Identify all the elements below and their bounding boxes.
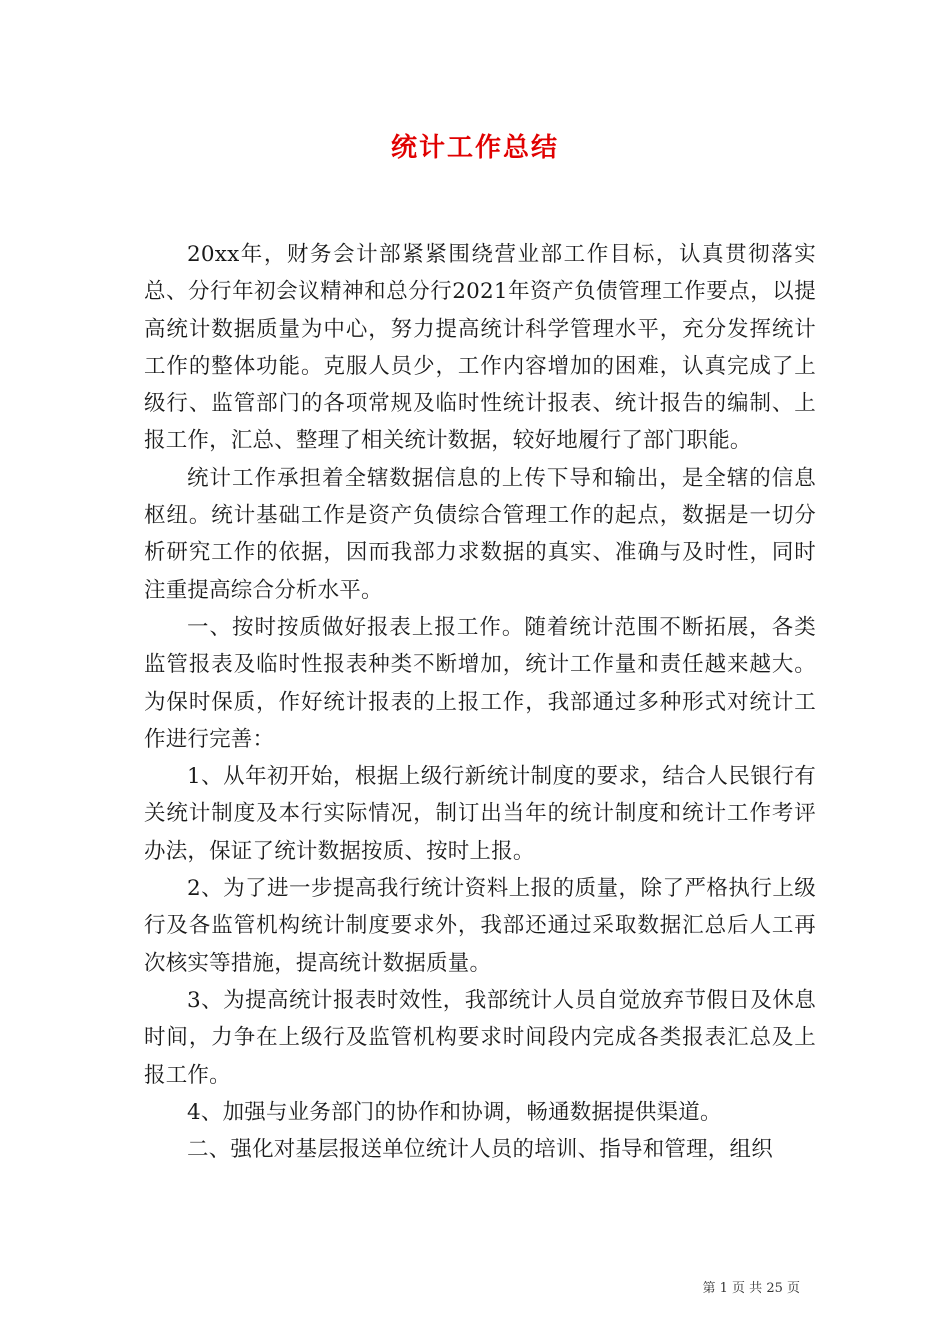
page-title: 统计工作总结 <box>390 133 559 163</box>
paragraph-item-2: 2、为了进一步提高我行统计资料上报的质量，除了严格执行上级行及各监管机构统计制度要求外，我部还通过采取数据汇总后人工再次核实等措施，提高统计数据质量。 <box>144 876 816 976</box>
paragraph-item-1: 1、从年初开始，根据上级行新统计制度的要求，结合人民银行有关统计制度及本行实际情况，制订出当年的统计制度和统计工作考评办法，保证了统计数据按质、按时上报。 <box>144 764 816 864</box>
document-body <box>144 236 816 1168</box>
paragraph-section-1: 一、按时按质做好报表上报工作。随着统计范围不断拓展，各类监管报表及临时性报表种类不断增加，统计工作量和责任越来越大。为保时保质，作好统计报表的上报工作，我部通过多种形式对统计工作进行完善： <box>144 614 816 752</box>
paragraph-section-2: 二、强化对基层报送单位统计人员的培训、指导和管理，组织 <box>187 1137 773 1163</box>
paragraph-intro: 20xx年，财务会计部紧紧围绕营业部工作目标，认真贯彻落实总、分行年初会议精神和总分行2021年资产负债管理工作要点，以提高统计数据质量为中心，努力提高统计科学管理水平，充分发挥统计工作的整体功能。克服人员少，工作内容增加的困难，认真完成了上级行、监管部门的各项常规及临时性统计报表、统计报告的编制、上报工作，汇总、整理了相关统计数据，较好地履行了部门职能。 <box>144 242 816 454</box>
paragraph-item-4: 4、加强与业务部门的协作和协调，畅通数据提供渠道。 <box>187 1099 722 1125</box>
page-number-footer: 第 1 页 共 25 页 <box>702 1281 800 1296</box>
paragraph-overview: 统计工作承担着全辖数据信息的上传下导和输出，是全辖的信息枢纽。统计基础工作是资产负债综合管理工作的起点，数据是一切分析研究工作的依据，因而我部力求数据的真实、准确与及时性，同时注重提高综合分析水平。 <box>144 465 816 603</box>
paragraph-item-3: 3、为提高统计报表时效性，我部统计人员自觉放弃节假日及休息时间，力争在上级行及监管机构要求时间段内完成各类报表汇总及上报工作。 <box>144 987 816 1088</box>
